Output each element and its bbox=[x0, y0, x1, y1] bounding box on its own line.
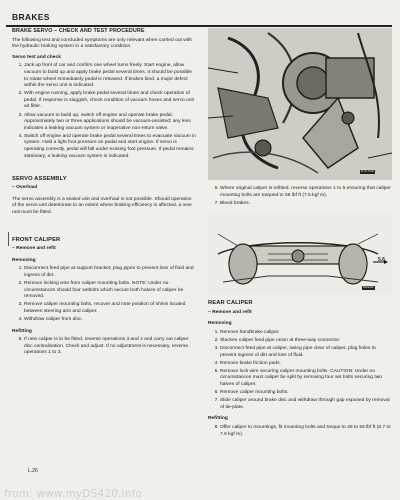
rear-removing-list bbox=[208, 330, 392, 412]
front-caliper-subtitle: – Remove and refit bbox=[12, 246, 56, 252]
list-item: 1. Disconnect feed pipe at support bracket; plug pipes to prevent loss of fluid and ingress of dirt. bbox=[24, 266, 196, 279]
margin-mark bbox=[8, 232, 9, 246]
figure-tag: K8938 bbox=[363, 286, 374, 290]
list-item: 1. Remove handbrake caliper. bbox=[220, 330, 392, 337]
list-item: 3. Disconnect feed pipe at caliper, swing pipe clear of caliper, plug holes to prevent ingress of dirt and loss of fluid. bbox=[220, 346, 392, 359]
list-item: 5. If new caliper is to be fitted, reverse operations 3 and 4 and carry out caliper disc centralisation. Check and adjust. If no adjustment is necessary, reverse operations 1 to 3. bbox=[24, 337, 196, 357]
list-item: 3. Remove caliper mounting bolts, recover and note position of shims located between steering arm and caliper. bbox=[24, 302, 196, 315]
rear-caliper-figure bbox=[208, 214, 392, 294]
list-item: 2. Slacken caliper feed pipe union at three-way connector. bbox=[220, 338, 392, 345]
list-item: 1. Jack up front of car and confirm one wheel turns freely. Start engine, allow vacuum to build up and apply brake pedal several times. It should be possible to rotate wheel immediately pedal is released. If brakes bind, a major defect within the servo unit is indicated. bbox=[24, 63, 196, 89]
rear-refitting-title: Refitting bbox=[208, 416, 228, 422]
front-caliper-title: FRONT CALIPER bbox=[12, 236, 61, 243]
page-number: L.26 bbox=[28, 468, 38, 474]
list-item: 7. Bleed brakes. bbox=[220, 201, 392, 208]
list-item: 4. Withdraw caliper from disc. bbox=[24, 317, 196, 324]
list-item: 4. Switch off engine and operate brake pedal several times to evacuate vacuum in system. Hold a light foot pressure on pedal and start engine. If servo is operating correctly, pedal will fall under existing foot pressure. If pedal remains stationary, a leaking vacuum system is indicated. bbox=[24, 134, 196, 160]
list-item: 8. Offer caliper to mountings, fit mounting bolts and torque to 49 to 55 lbf ft (6.7 to 7.6 kgf m). bbox=[220, 425, 392, 438]
footer-watermark: from: www.myDS420.info bbox=[4, 488, 143, 500]
servo-intro: The following test and concluded symptoms are only relevant when carried out with the hydraulic braking system in a satisfactory condition. bbox=[12, 37, 192, 50]
front-refit-cont-list bbox=[208, 186, 392, 207]
front-refitting-list bbox=[12, 337, 196, 357]
rear-caliper-title: REAR CALIPER bbox=[208, 300, 253, 306]
servo-check-title: Servo test and check bbox=[12, 54, 61, 60]
rear-caliper-subtitle: – Remove and refit bbox=[208, 309, 252, 315]
assembly-title: SERVO ASSEMBLY bbox=[12, 175, 67, 182]
figure-callout: 5.6 bbox=[378, 257, 385, 263]
page-title: BRAKES bbox=[12, 12, 50, 22]
list-item: 6. Where original caliper is refitted, reverse operations 1 to 5 ensuring that caliper mounting bolts are torqued to 55 lbf ft (7.5 kgf m). bbox=[220, 186, 392, 199]
assembly-subtitle: – Overhaul bbox=[12, 185, 38, 191]
list-item: 6. Remove caliper mounting bolts. bbox=[220, 390, 392, 397]
list-item: 5. Remove lock wire securing caliper mounting bolts. CAUTION: Under no circumstances must caliper be split by removing four set bolts securing two halves of caliper. bbox=[220, 369, 392, 389]
list-item: 7. Slide caliper around brake disc and withdraw through gap exposed by removal of tie-plate. bbox=[220, 398, 392, 411]
right-steps-cont bbox=[208, 186, 392, 209]
list-item: 3. Allow vacuum to build up, switch off engine and operate brake pedal. Approximately two or three applications should be vacuum-assisted; any less indicates a leaking vacuum system or inoperative non-return valve. bbox=[24, 113, 196, 133]
front-caliper-figure bbox=[208, 28, 392, 180]
front-removing-list bbox=[12, 266, 196, 323]
list-item: 2. With engine running, apply brake pedal several times and check operation of pedal. If response is sluggish, check condition of vacuum hoses and servo unit air filter. bbox=[24, 91, 196, 111]
caliper-engine-illustration bbox=[208, 28, 392, 180]
front-refitting-title: Refitting bbox=[12, 328, 32, 334]
front-removing-title: Removing bbox=[12, 257, 36, 263]
figure-tag: K75758 bbox=[361, 170, 374, 174]
page-header bbox=[6, 4, 392, 26]
list-item: 2. Remove locking wire from caliper mounting bolts. NOTE: Under no circumstances should four setbolts which secure both halves of caliper be removed. bbox=[24, 281, 196, 301]
left-column bbox=[12, 28, 196, 359]
rear-suspension-illustration bbox=[208, 214, 392, 294]
rear-caliper-section bbox=[208, 300, 392, 440]
rear-refitting-list bbox=[208, 425, 392, 438]
rear-removing-title: Removing bbox=[208, 321, 232, 327]
servo-section-title: BRAKE SERVO – CHECK AND TEST PROCEDURE bbox=[12, 28, 145, 34]
assembly-text: The servo assembly is a sealed unit and overhaul is not possible. Should operation of the servo unit deteriorate to an extent where braking efficiency is affected, a new unit must be fitted. bbox=[12, 196, 192, 216]
header-rule bbox=[6, 25, 392, 27]
servo-steps-list bbox=[12, 63, 196, 160]
list-item: 4. Remove brake friction pads. bbox=[220, 361, 392, 368]
